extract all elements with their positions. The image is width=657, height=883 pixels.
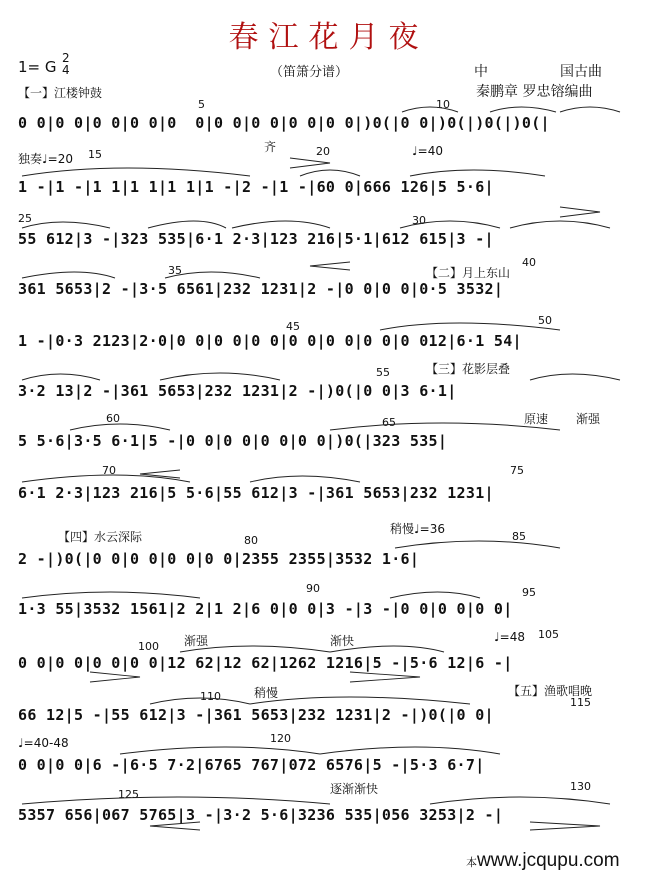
bar-number: 15 bbox=[88, 148, 102, 161]
bar-number: 25 bbox=[18, 212, 32, 225]
section-3-heading: 【三】花影层叠 bbox=[426, 362, 511, 376]
bar-number: 55 bbox=[376, 366, 390, 379]
notation-row-13: 0 0|0 0|6 -|6·5 7·2|6765 767|072 6576|5 -|5·3 6·7| bbox=[18, 756, 485, 774]
notation-row-7: 5 5·6|3·5 6·1|5 -|0 0|0 0|0 0|0 0|)0(|323 535| bbox=[18, 432, 448, 450]
page-title: 春江花月夜 bbox=[228, 20, 429, 55]
bar-number: 80 bbox=[244, 534, 258, 547]
notation-row-11: 0 0|0 0|0 0|0 0|12 62|12 62|1262 1216|5 -|5·6 12|6 -| bbox=[18, 654, 513, 672]
bar-number: 50 bbox=[538, 314, 552, 327]
notation-row-9: 2 -|)0(|0 0|0 0|0 0|0 0|2355 2355|3532 1·6| bbox=[18, 550, 420, 568]
bar-number: 70 bbox=[102, 464, 116, 477]
bar-number: 105 bbox=[538, 628, 559, 641]
ritardando-mark: 稍慢 bbox=[254, 686, 279, 700]
notation-row-2: 1 -|1 -|1 1|1 1|1 1|1 -|2 -|1 -|60 0|666 126|5 5·6| bbox=[18, 178, 494, 196]
key-signature: 1= G bbox=[18, 58, 57, 76]
bar-number: 35 bbox=[168, 264, 182, 277]
gradual-accelerando-mark: 逐渐渐快 bbox=[330, 782, 379, 796]
bar-number: 40 bbox=[522, 256, 536, 269]
notation-row-8: 6·1 2·3|123 216|5 5·6|55 612|3 -|361 5653|232 1231| bbox=[18, 484, 494, 502]
notation-row-6: 3·2 13|2 -|361 5653|232 1231|2 -|)0(|0 0|3 6·1| bbox=[18, 382, 457, 400]
notation-row-12: 66 12|5 -|55 612|3 -|361 5653|232 1231|2 -|)0(|0 0| bbox=[18, 706, 494, 724]
origin-prefix: 中 bbox=[474, 64, 488, 80]
bar-number: 30 bbox=[412, 214, 426, 227]
notation-row-10: 1·3 55|3532 1561|2 2|1 2|6 0|0 0|3 -|3 -|0 0|0 0|0 0| bbox=[18, 600, 513, 618]
bar-number: 120 bbox=[270, 732, 291, 745]
bar-number: 115 bbox=[570, 696, 591, 709]
bar-number: 100 bbox=[138, 640, 159, 653]
crescendo-mark-2: 渐强 bbox=[184, 634, 209, 648]
crescendo-mark-1: 渐强 bbox=[576, 412, 601, 426]
bar-number: 75 bbox=[510, 464, 524, 477]
notation-row-5: 1 -|0·3 2123|2·0|0 0|0 0|0 0|0 0|0 0|0 0|0 012|6·1 54| bbox=[18, 332, 522, 350]
bar-number: 95 bbox=[522, 586, 536, 599]
accelerando-mark: 渐快 bbox=[330, 634, 355, 648]
bar-number: 10 bbox=[436, 98, 450, 111]
arranger-credit: 秦鹏章 罗忠镕编曲 bbox=[476, 84, 593, 100]
section-4-heading: 【四】水云深际 bbox=[58, 530, 143, 544]
time-signature-bottom: 4 bbox=[62, 63, 70, 77]
notation-row-1: 0 0|0 0|0 0|0 0|0 0|0 0|0 0|0 0|0 0|)0(|0 0|)0(|)0(|)0(| bbox=[18, 114, 550, 132]
tempo-mark-40: ♩=40 bbox=[412, 144, 443, 158]
watermark-site bbox=[466, 850, 620, 872]
notation-row-4: 361 5653|2 -|3·5 6561|232 1231|2 -|0 0|0 0|0·5 3532| bbox=[18, 280, 504, 298]
tempo-mark-48: ♩=48 bbox=[494, 630, 525, 644]
bar-number: 125 bbox=[118, 788, 139, 801]
bar-number: 65 bbox=[382, 416, 396, 429]
watermark-prefix: 本 bbox=[466, 857, 477, 869]
bar-number: 5 bbox=[198, 98, 205, 111]
section-2-heading: 【二】月上东山 bbox=[426, 266, 511, 280]
watermark-url: www.jcqupu.com bbox=[477, 850, 620, 871]
section-1-heading: 【一】江楼钟鼓 bbox=[18, 86, 103, 100]
subtitle: （笛箫分谱） bbox=[270, 65, 349, 80]
bar-number: 130 bbox=[570, 780, 591, 793]
bar-number: 85 bbox=[512, 530, 526, 543]
tempo-mark-40-48: ♩=40-48 bbox=[18, 736, 69, 750]
time-signature-top: 2 bbox=[62, 51, 70, 65]
bar-number: 90 bbox=[306, 582, 320, 595]
bar-number: 45 bbox=[286, 320, 300, 333]
section-5-heading: 【五】渔歌唱晚 bbox=[508, 684, 593, 698]
ritardando-tempo-mark: 稍慢♩=36 bbox=[390, 522, 445, 536]
bar-number: 110 bbox=[200, 690, 221, 703]
bar-number: 20 bbox=[316, 145, 330, 158]
notation-row-3: 55 612|3 -|323 535|6·1 2·3|123 216|5·1|612 615|3 -| bbox=[18, 230, 494, 248]
time-signature bbox=[62, 52, 70, 76]
solo-tempo-mark: 独奏♩=20 bbox=[18, 152, 73, 166]
bar-number: 60 bbox=[106, 412, 120, 425]
original-tempo-mark: 原速 bbox=[524, 412, 549, 426]
notation-row-14: 5357 656|067 5765|3 -|3·2 5·6|3236 535|056 3253|2 -| bbox=[18, 806, 504, 824]
origin-label: 国古曲 bbox=[560, 64, 602, 80]
unison-mark: 齐 bbox=[264, 140, 277, 154]
